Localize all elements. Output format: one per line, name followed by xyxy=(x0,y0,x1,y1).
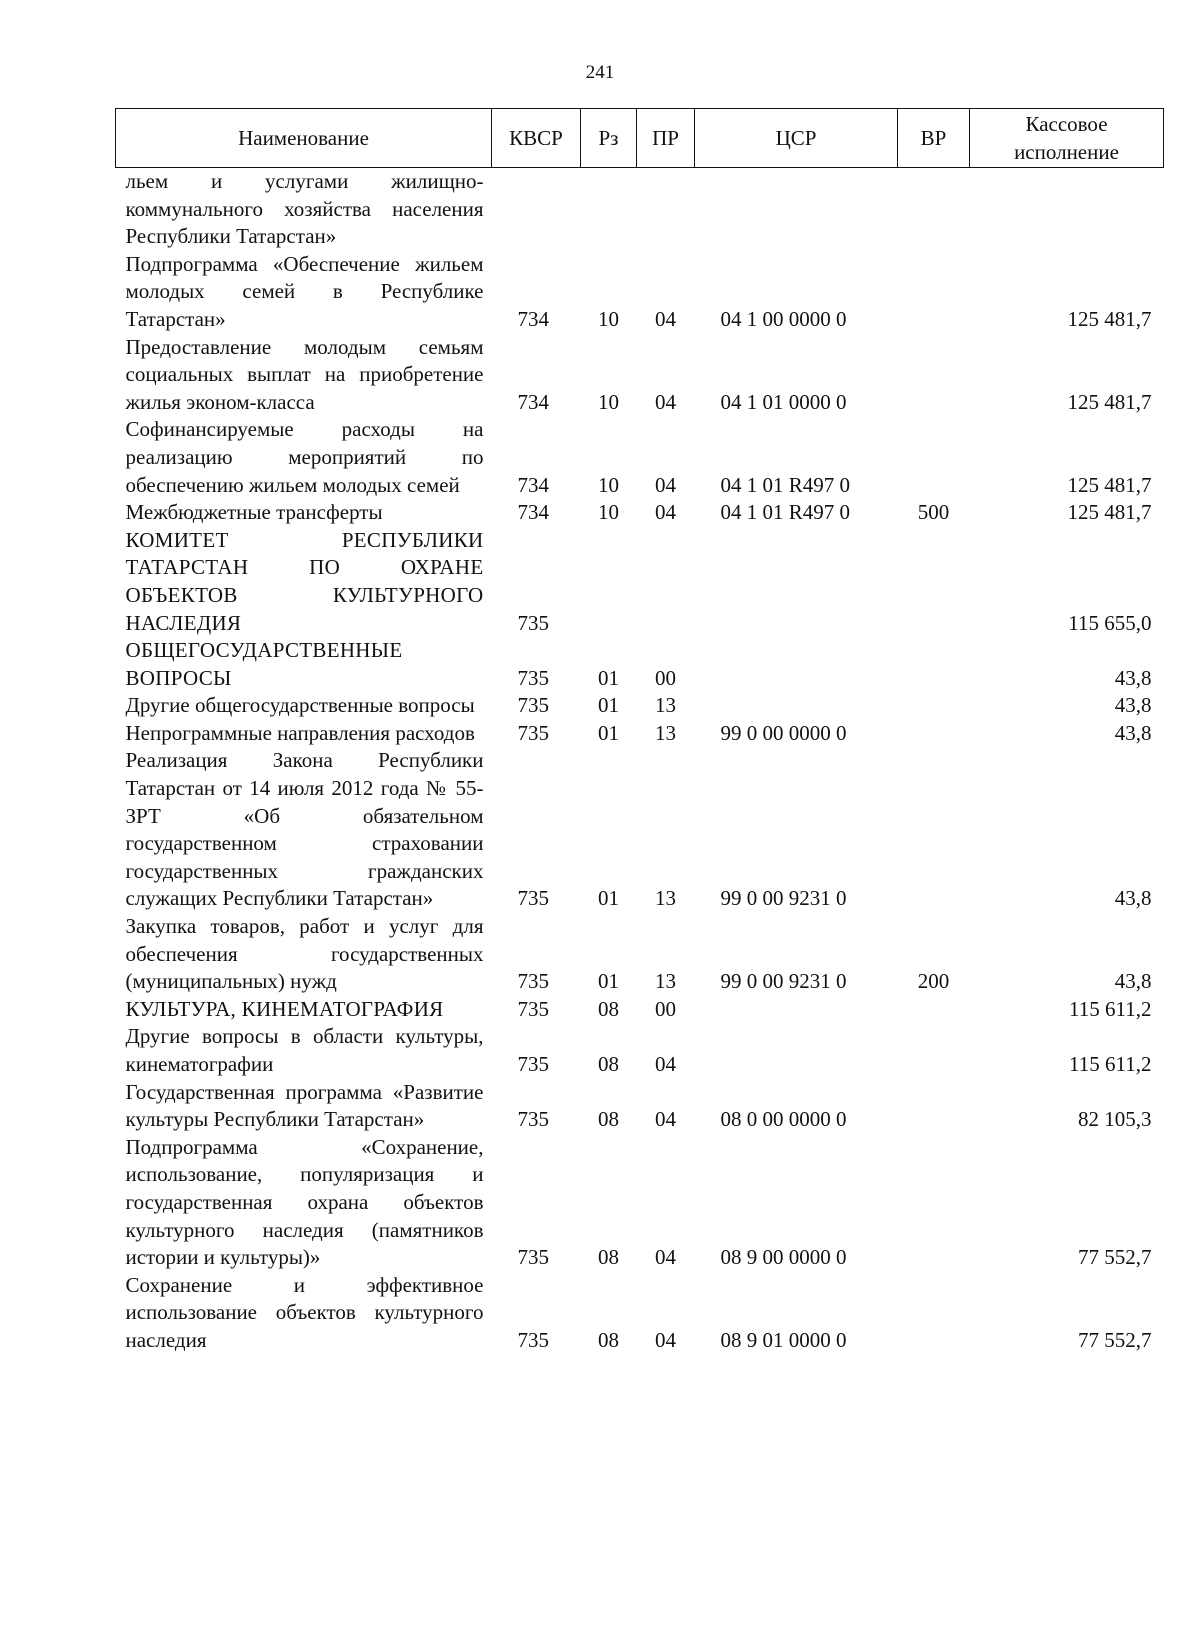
row-csr: 04 1 01 R497 0 xyxy=(720,472,851,497)
row-vr xyxy=(898,527,970,637)
row-name: Реализация Закона Республики Татарстан от 14 июля 2012 года № 55-ЗРТ «Об обязательном государственном страховании государственных гражданских служащих Республики Татарстан» xyxy=(125,748,484,911)
row-csr: 04 1 01 R497 0 xyxy=(720,500,851,525)
table-row xyxy=(116,251,1164,334)
row-pr: 04 xyxy=(655,500,676,525)
table-row xyxy=(116,692,1164,720)
header-sum: Кассовое исполнение xyxy=(970,109,1164,168)
row-kvsr: 734 xyxy=(517,472,549,497)
row-rz: 10 xyxy=(598,389,619,414)
table-row xyxy=(116,720,1164,748)
row-vr xyxy=(898,1272,970,1355)
header-kvsr: КВСР xyxy=(492,109,581,168)
row-csr: 08 9 01 0000 0 xyxy=(720,1327,847,1352)
row-name: Закупка товаров, работ и услуг для обеспечения государственных (муниципальных) нужд xyxy=(125,914,484,994)
row-sum: 115 611,2 xyxy=(1069,996,1152,1021)
row-rz: 08 xyxy=(598,1245,619,1270)
table-row xyxy=(116,168,1164,251)
row-rz: 08 xyxy=(598,996,619,1021)
row-sum: 82 105,3 xyxy=(1078,1107,1152,1132)
row-csr xyxy=(695,996,898,1024)
table-row xyxy=(116,527,1164,637)
row-kvsr: 735 xyxy=(517,1327,549,1352)
row-pr: 04 xyxy=(655,1107,676,1132)
row-rz: 01 xyxy=(598,969,619,994)
row-csr: 99 0 00 0000 0 xyxy=(720,720,847,745)
row-rz xyxy=(581,168,637,251)
row-rz: 10 xyxy=(598,500,619,525)
row-name: Подпрограмма «Сохранение, использование, популяризация и государственная охрана объектов культурного наследия (памятников истории и культуры)» xyxy=(125,1134,484,1270)
row-sum: 125 481,7 xyxy=(1067,389,1152,414)
row-csr xyxy=(695,168,898,251)
row-name: Межбюджетные трансферты xyxy=(125,500,383,525)
header-pr: ПР xyxy=(637,109,695,168)
row-pr: 13 xyxy=(655,969,676,994)
table-row xyxy=(116,637,1164,692)
header-rz: Рз xyxy=(581,109,637,168)
row-sum: 115 655,0 xyxy=(1068,610,1152,635)
row-pr: 04 xyxy=(655,472,676,497)
row-csr: 08 9 00 0000 0 xyxy=(720,1245,847,1270)
row-kvsr: 734 xyxy=(517,500,549,525)
row-csr xyxy=(695,692,898,720)
table-row xyxy=(116,1272,1164,1355)
row-csr: 04 1 00 0000 0 xyxy=(720,306,847,331)
table-row xyxy=(116,913,1164,996)
row-name: Сохранение и эффективное использование объектов культурного наследия xyxy=(125,1272,484,1352)
header-csr: ЦСР xyxy=(695,109,898,168)
row-vr xyxy=(898,416,970,499)
row-pr: 13 xyxy=(655,720,676,745)
row-pr: 13 xyxy=(655,886,676,911)
row-vr xyxy=(898,692,970,720)
row-csr xyxy=(695,1023,898,1078)
row-name: КУЛЬТУРА, КИНЕМАТОГРАФИЯ xyxy=(125,996,444,1021)
row-name: льем и услугами жилищно-коммунального хозяйства населения Республики Татарстан» xyxy=(125,169,484,249)
row-kvsr: 735 xyxy=(517,886,549,911)
row-name: Подпрограмма «Обеспечение жильем молодых семей в Республике Татарстан» xyxy=(125,251,484,331)
row-pr: 13 xyxy=(655,693,676,718)
table-row xyxy=(116,1079,1164,1134)
row-vr xyxy=(898,251,970,334)
table-row xyxy=(116,1134,1164,1272)
row-rz: 01 xyxy=(598,886,619,911)
row-name: Предоставление молодым семьям социальных выплат на приобретение жилья эконом-класса xyxy=(125,334,484,414)
row-sum: 43,8 xyxy=(1114,665,1152,690)
row-pr xyxy=(637,527,695,637)
row-vr xyxy=(898,637,970,692)
budget-execution-table xyxy=(115,108,1164,1355)
header-name: Наименование xyxy=(116,109,492,168)
row-vr: 500 xyxy=(917,500,950,525)
row-sum: 77 552,7 xyxy=(1078,1327,1152,1352)
row-vr: 200 xyxy=(917,969,950,994)
table-body xyxy=(116,168,1164,1355)
row-kvsr: 735 xyxy=(517,610,549,635)
row-pr: 04 xyxy=(655,306,676,331)
row-vr xyxy=(898,1023,970,1078)
table-row xyxy=(116,416,1164,499)
row-csr: 08 0 00 0000 0 xyxy=(720,1107,847,1132)
row-sum: 115 611,2 xyxy=(1069,1052,1152,1076)
row-vr xyxy=(898,168,970,251)
row-sum xyxy=(970,168,1164,251)
row-rz: 01 xyxy=(598,720,619,745)
row-sum: 43,8 xyxy=(1114,720,1152,745)
row-rz: 10 xyxy=(598,472,619,497)
row-pr: 04 xyxy=(655,1052,676,1076)
row-csr: 99 0 00 9231 0 xyxy=(720,886,847,911)
row-pr: 04 xyxy=(655,1327,676,1352)
row-kvsr: 734 xyxy=(517,306,549,331)
row-csr xyxy=(695,527,898,637)
header-vr: ВР xyxy=(898,109,970,168)
row-kvsr: 735 xyxy=(517,720,549,745)
row-name: Другие общегосударственные вопросы xyxy=(125,693,475,718)
row-name: Непрограммные направления расходов xyxy=(125,720,475,745)
row-kvsr: 735 xyxy=(517,1245,549,1270)
row-rz xyxy=(581,527,637,637)
table-row xyxy=(116,334,1164,417)
row-kvsr: 734 xyxy=(517,389,549,414)
table-row xyxy=(116,499,1164,527)
row-rz: 01 xyxy=(598,693,619,718)
page-number: 241 xyxy=(585,62,615,83)
row-kvsr: 735 xyxy=(517,969,549,994)
row-name: Государственная программа «Развитие культуры Республики Татарстан» xyxy=(125,1079,484,1132)
row-vr xyxy=(898,334,970,417)
table-row xyxy=(116,996,1164,1024)
row-sum: 43,8 xyxy=(1114,969,1152,994)
row-pr: 00 xyxy=(655,665,676,690)
row-vr xyxy=(898,720,970,748)
row-vr xyxy=(898,996,970,1024)
row-rz: 08 xyxy=(598,1052,619,1076)
row-sum: 43,8 xyxy=(1114,886,1152,911)
row-kvsr: 735 xyxy=(517,996,549,1021)
row-pr: 00 xyxy=(655,996,676,1021)
row-vr xyxy=(898,1134,970,1272)
row-sum: 77 552,7 xyxy=(1078,1245,1152,1270)
table-row xyxy=(116,747,1164,913)
row-sum: 43,8 xyxy=(1114,693,1152,718)
row-kvsr: 735 xyxy=(517,665,549,690)
table-header xyxy=(116,109,1164,168)
row-name: КОМИТЕТ РЕСПУБЛИКИ ТАТАРСТАН ПО ОХРАНЕ ОБЪЕКТОВ КУЛЬТУРНОГО НАСЛЕДИЯ xyxy=(125,527,484,635)
row-sum: 125 481,7 xyxy=(1067,306,1152,331)
row-vr xyxy=(898,747,970,913)
row-kvsr xyxy=(492,168,581,251)
row-rz: 08 xyxy=(598,1107,619,1132)
row-name: Другие вопросы в области культуры, кинематографии xyxy=(125,1024,484,1076)
row-sum: 125 481,7 xyxy=(1067,472,1152,497)
row-csr: 04 1 01 0000 0 xyxy=(720,389,847,414)
row-vr xyxy=(898,1079,970,1134)
row-csr xyxy=(695,637,898,692)
row-kvsr: 735 xyxy=(517,1107,549,1132)
row-name: Софинансируемые расходы на реализацию мероприятий по обеспечению жильем молодых семей xyxy=(125,417,484,497)
table-row xyxy=(116,1023,1164,1078)
row-csr: 99 0 00 9231 0 xyxy=(720,969,847,994)
row-pr: 04 xyxy=(655,389,676,414)
row-rz: 08 xyxy=(598,1327,619,1352)
row-pr xyxy=(637,168,695,251)
row-rz: 01 xyxy=(598,665,619,690)
row-kvsr: 735 xyxy=(517,1052,549,1076)
row-rz: 10 xyxy=(598,306,619,331)
row-sum: 125 481,7 xyxy=(1067,500,1152,525)
row-pr: 04 xyxy=(655,1245,676,1270)
row-kvsr: 735 xyxy=(517,693,549,718)
row-name: ОБЩЕГОСУДАРСТВЕННЫЕ ВОПРОСЫ xyxy=(125,638,403,690)
